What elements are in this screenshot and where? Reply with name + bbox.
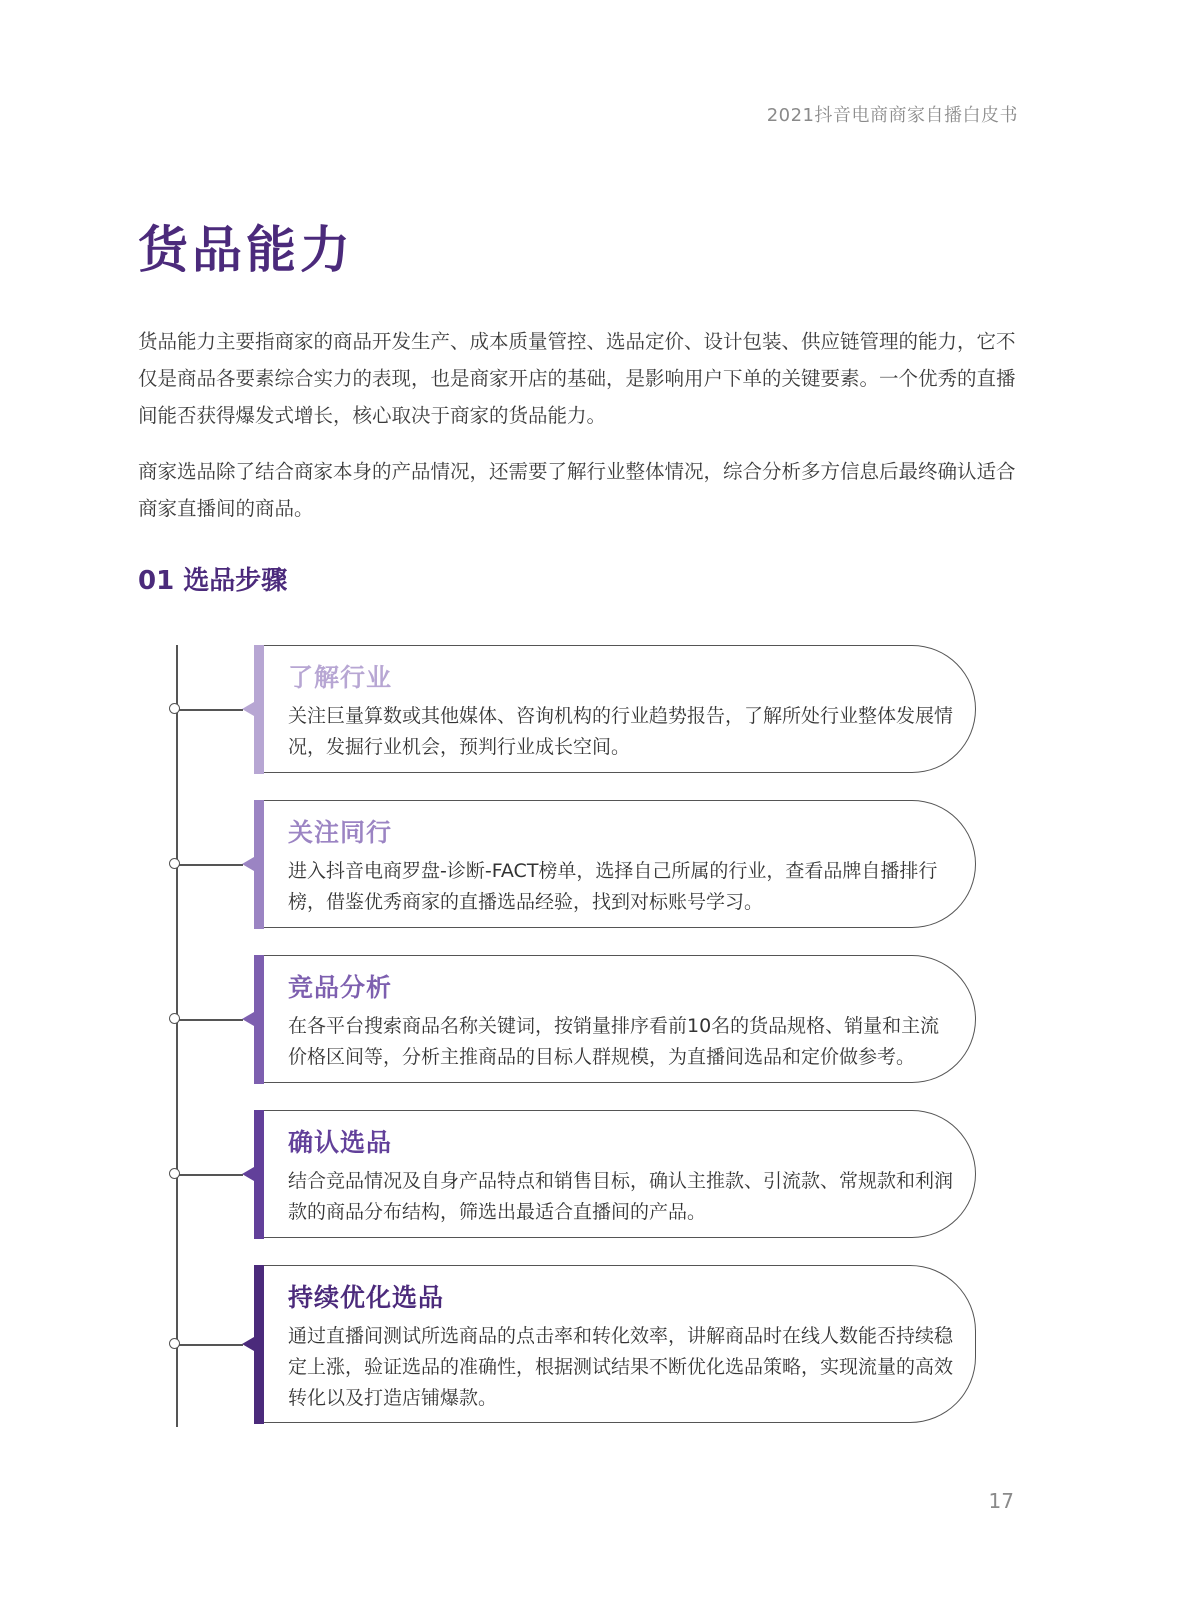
timeline-node-icon bbox=[169, 703, 180, 714]
step-notch-icon bbox=[242, 1012, 254, 1026]
timeline-line bbox=[176, 645, 178, 1427]
step-accent-bar bbox=[254, 800, 264, 929]
step-notch-icon bbox=[242, 1337, 254, 1351]
header-title: 2021抖音电商商家自播白皮书 bbox=[766, 105, 1018, 126]
timeline-node-icon bbox=[169, 1338, 180, 1349]
step-description: 在各平台搜索商品名称关键词，按销量排序看前10名的货品规格、销量和主流价格区间等，分析主推商品的目标人群规模，为直播间选品和定价做参考。 bbox=[288, 1015, 940, 1068]
section-heading: 01 选品步骤 bbox=[138, 566, 288, 596]
timeline-node-icon bbox=[169, 1013, 180, 1024]
step-accent-bar bbox=[254, 1110, 264, 1239]
step-accent-bar bbox=[254, 955, 264, 1084]
step-title: 确认选品 bbox=[288, 1128, 393, 1157]
step-card-5 bbox=[254, 1265, 976, 1423]
step-card-1 bbox=[254, 645, 976, 773]
step-description: 通过直播间测试所选商品的点击率和转化效率，讲解商品时在线人数能否持续稳定上涨，验证选品的准确性，根据测试结果不断优化选品策略，实现流量的高效转化以及打造店铺爆款。 bbox=[288, 1325, 954, 1409]
step-connector bbox=[177, 1019, 243, 1021]
step-card-3 bbox=[254, 955, 976, 1083]
step-notch-icon bbox=[242, 702, 254, 716]
step-connector bbox=[177, 1344, 243, 1346]
step-notch-icon bbox=[242, 857, 254, 871]
step-title: 竞品分析 bbox=[288, 973, 393, 1002]
timeline-node-icon bbox=[169, 1168, 180, 1179]
step-connector bbox=[177, 709, 243, 711]
step-description: 进入抖音电商罗盘-诊断-FACT榜单，选择自己所属的行业，查看品牌自播排行榜，借鉴优秀商家的直播选品经验，找到对标账号学习。 bbox=[288, 860, 938, 913]
step-notch-icon bbox=[242, 1167, 254, 1181]
step-card-2 bbox=[254, 800, 976, 928]
step-description: 结合竞品情况及自身产品特点和销售目标，确认主推款、引流款、常规款和利润款的商品分布结构，筛选出最适合直播间的产品。 bbox=[288, 1170, 954, 1223]
step-card-4 bbox=[254, 1110, 976, 1238]
timeline-node-icon bbox=[169, 858, 180, 869]
intro-paragraph-2: 商家选品除了结合商家本身的产品情况，还需要了解行业整体情况，综合分析多方信息后最终确认适合商家直播间的商品。 bbox=[138, 460, 1016, 520]
intro-paragraph-1: 货品能力主要指商家的商品开发生产、成本质量管控、选品定价、设计包装、供应链管理的能力，它不仅是商品各要素综合实力的表现，也是商家开店的基础，是影响用户下单的关键要素。一个优秀的直播间能否获得爆发式增长，核心取决于商家的货品能力。 bbox=[138, 330, 1016, 427]
step-title: 关注同行 bbox=[288, 818, 393, 847]
step-accent-bar bbox=[254, 645, 264, 774]
step-connector bbox=[177, 864, 243, 866]
step-description: 关注巨量算数或其他媒体、咨询机构的行业趋势报告，了解所处行业整体发展情况，发掘行业机会，预判行业成长空间。 bbox=[288, 705, 954, 758]
page-title: 货品能力 bbox=[138, 221, 354, 279]
step-title: 持续优化选品 bbox=[288, 1283, 445, 1312]
step-connector bbox=[177, 1174, 243, 1176]
page-number: 17 bbox=[988, 1489, 1014, 1513]
step-title: 了解行业 bbox=[288, 663, 393, 692]
step-accent-bar bbox=[254, 1265, 264, 1424]
